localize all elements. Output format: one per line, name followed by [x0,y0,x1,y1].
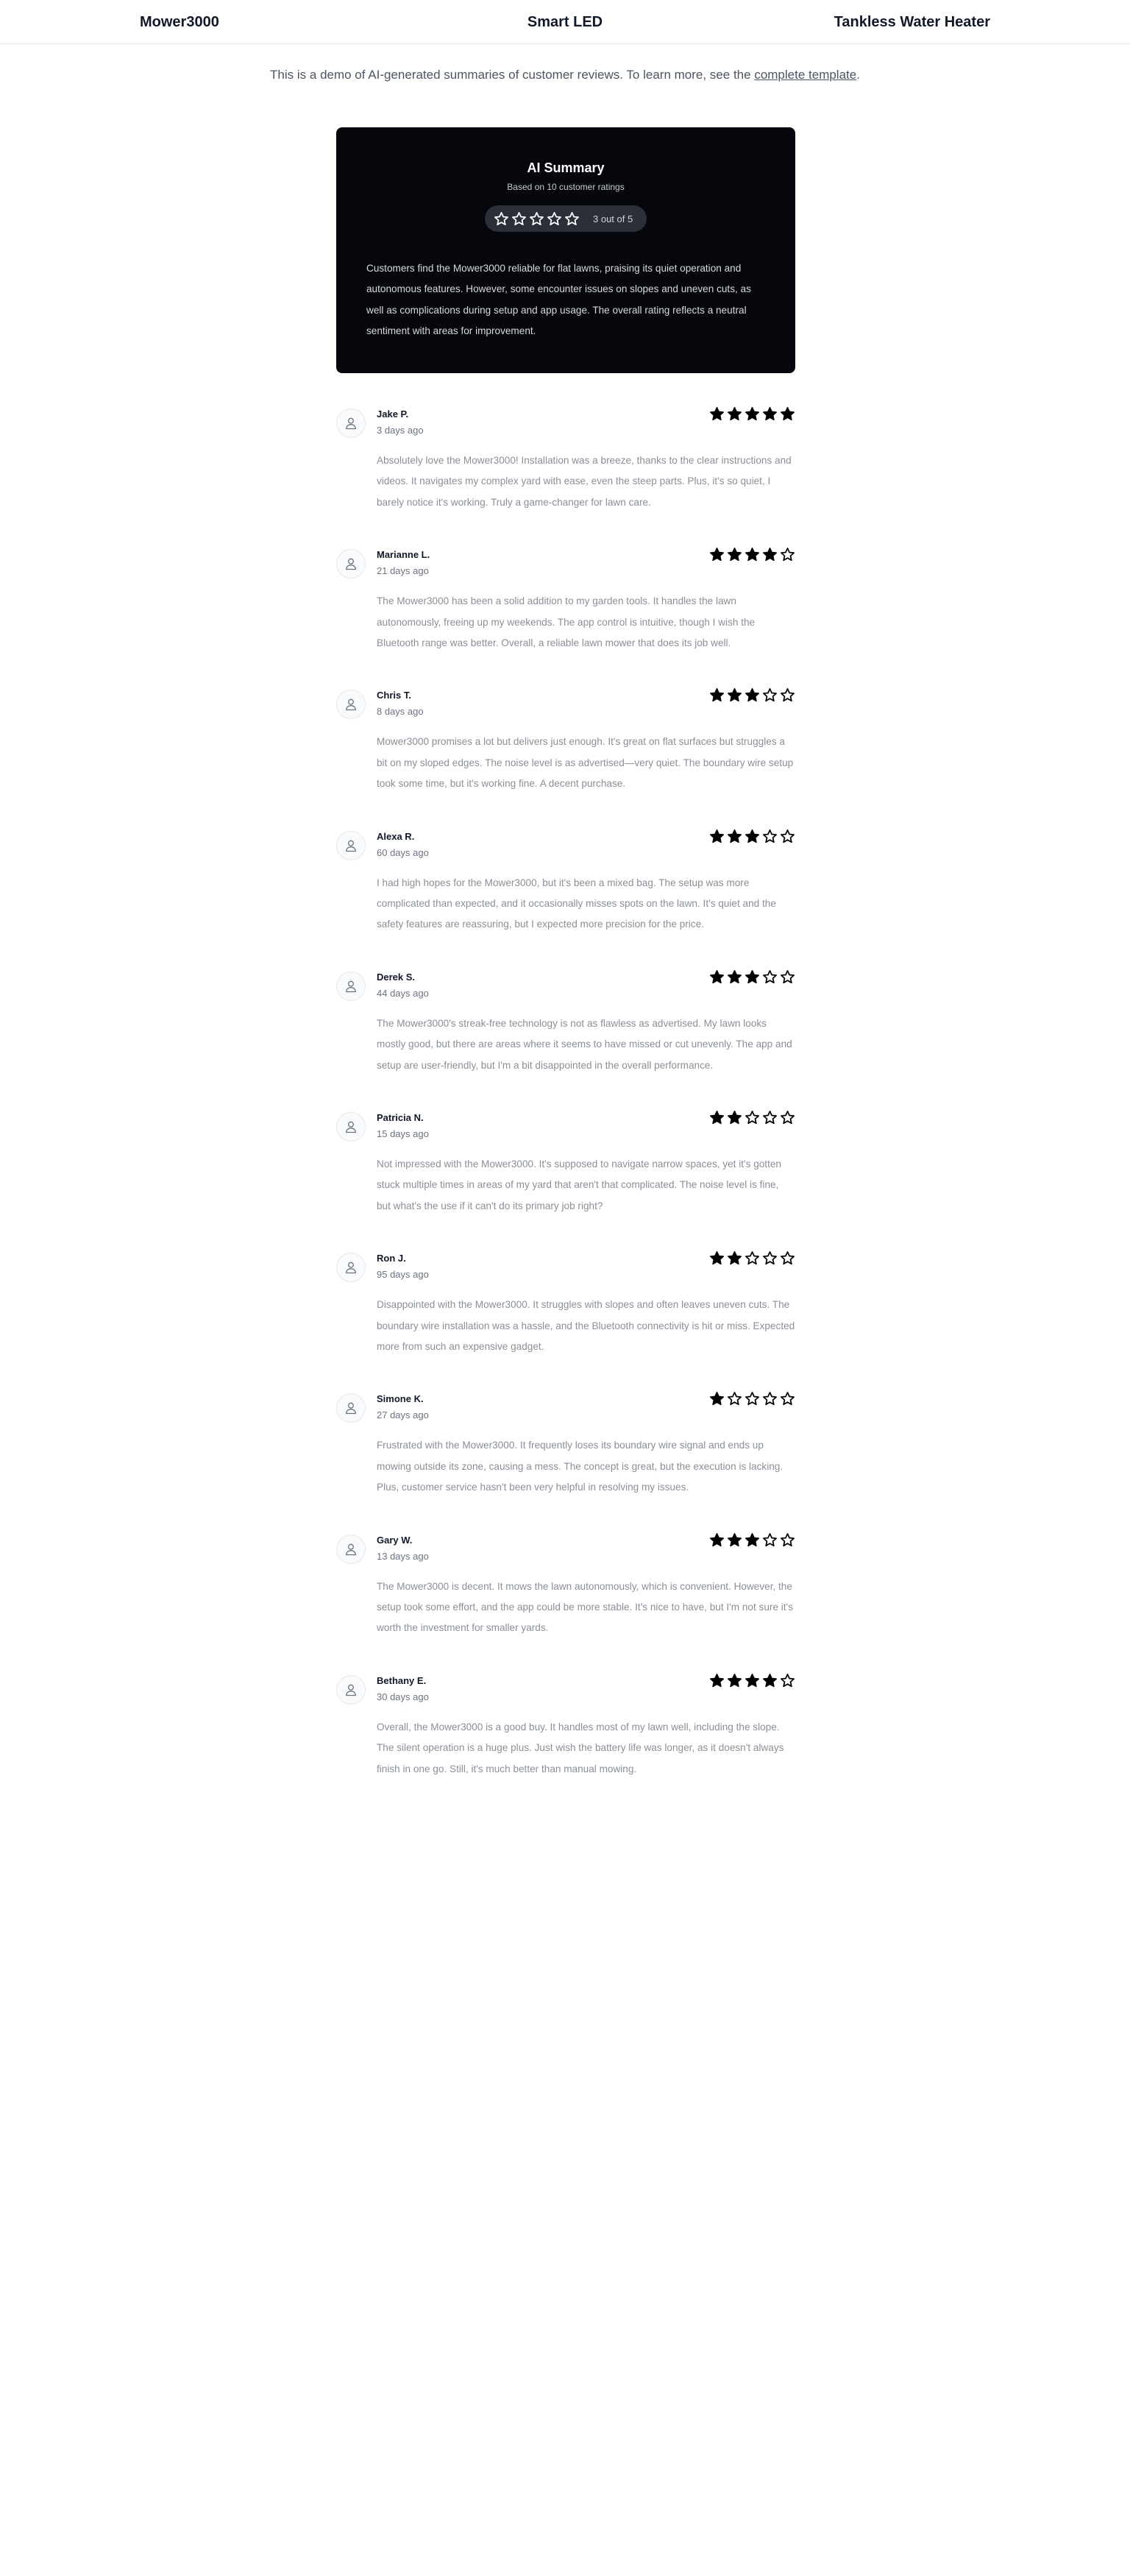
user-icon [344,1260,358,1275]
star-outline-icon [780,547,795,562]
star-filled-icon [709,547,725,562]
star-outline-icon [762,969,778,985]
star-filled-icon [762,406,778,422]
user-icon [344,697,358,712]
star-filled-icon [727,1673,742,1688]
review-text: Overall, the Mower3000 is a good buy. It handles most of my lawn well, including the slope. The silent operation is a huge plus. Just wish the battery life was longer, as it doesn't always finish in one go. Still, it's much better than manual mowing. [377,1721,784,1774]
user-icon [344,1542,358,1557]
star-filled-icon [709,1391,725,1406]
review-date: 60 days ago [377,846,429,858]
summary-title: AI Summary [527,160,605,175]
star-filled-icon [709,969,725,985]
star-filled-icon [727,687,742,703]
user-icon [344,1682,358,1697]
avatar [336,831,366,860]
star-filled-icon [745,406,760,422]
review-text: Not impressed with the Mower3000. It's supposed to navigate narrow spaces, yet it's gotten stuck multiple times in areas of my yard that aren't that complicated. The noise level is fine, but what's the use if it can't do its primary job right? [377,1158,781,1211]
star-outline-icon [762,1250,778,1266]
review-text: I had high hopes for the Mower3000, but it's been a mixed bag. The setup was more complicated than expected, and it occasionally misses spots on the lawn. It's quiet and the safety features are reassuring, but I expected more precision for the price. [377,877,776,930]
reviewer-name: Bethany E. [377,1674,427,1686]
tab-mower3000[interactable]: Mower3000 [140,14,219,30]
reviewer-name: Chris T. [377,690,411,701]
top-nav [0,0,1130,44]
user-icon [344,1119,358,1134]
avatar [336,1253,366,1282]
star-outline-icon [762,1110,778,1125]
reviewer-name: Marianne L. [377,549,430,561]
star-outline-icon [745,1391,760,1406]
star-outline-icon [745,1250,760,1266]
reviewer-name: Patricia N. [377,1112,424,1123]
star-outline-icon [780,829,795,844]
star-filled-icon [727,406,742,422]
star-filled-icon [745,547,760,562]
review-date: 21 days ago [377,565,429,577]
star-filled-icon [709,829,725,844]
review-star-rating [709,969,795,985]
review-date: 27 days ago [377,1409,429,1421]
avatar [336,1535,366,1564]
reviewer-name: Simone K. [377,1393,424,1405]
star-filled-icon [709,1110,725,1125]
summary-rating-badge [485,205,647,232]
star-filled-icon [780,406,795,422]
summary-subtitle: Based on 10 customer ratings [507,182,625,192]
reviewer-name: Ron J. [377,1253,406,1264]
star-filled-icon [709,1250,725,1266]
review-star-rating [709,1673,795,1688]
star-filled-icon [709,687,725,703]
star-outline-icon [727,1391,742,1406]
review-star-rating [709,829,795,844]
review-date: 30 days ago [377,1691,429,1702]
reviewer-name: Derek S. [377,971,416,983]
star-filled-icon [727,1532,742,1548]
avatar [336,1393,366,1423]
summary-star-rating [494,211,580,227]
review-date: 13 days ago [377,1550,429,1562]
review-date: 3 days ago [377,425,424,436]
review-star-rating [709,1391,795,1406]
star-filled-icon [762,547,778,562]
star-outline-icon [547,211,562,227]
user-icon [344,416,358,431]
star-outline-icon [780,1532,795,1548]
avatar [336,972,366,1001]
review-text: The Mower3000's streak-free technology is not as flawless as advertised. My lawn looks mostly good, but there are areas where it seems to have missed or cut unevenly. The app and setup are user-friendly, but I'm a bit disappointed in the overall performance. [377,1017,792,1071]
review-text: Frustrated with the Mower3000. It frequently loses its boundary wire signal and ends up mowing outside its zone, causing a mess. The concept is great, but the execution is lacking. Plus, customer service hasn't been very helpful in resolving my issues. [377,1440,783,1493]
star-outline-icon [511,211,527,227]
star-outline-icon [762,1532,778,1548]
review-text: Mower3000 promises a lot but delivers just enough. It's great on flat surfaces but struggles a bit on my sloped edges. The noise level is as advertised—very quiet. The boundary wire setup took some time, but it's working fine. A decent purchase. [377,736,794,790]
star-filled-icon [745,969,760,985]
intro-text [0,68,1130,82]
tab-smart-led[interactable]: Smart LED [527,14,603,30]
user-icon [344,979,358,994]
review-star-rating [709,1110,795,1125]
star-outline-icon [762,1391,778,1406]
star-outline-icon [780,969,795,985]
review-text: The Mower3000 has been a solid addition to my garden tools. It handles the lawn autonomously, freeing up my weekends. The app control is intuitive, though I wish the Bluetooth range was better. Overall, a reliable lawn mower that does its job well. [377,595,756,648]
star-filled-icon [762,1673,778,1688]
star-filled-icon [709,406,725,422]
star-outline-icon [762,687,778,703]
star-outline-icon [780,1110,795,1125]
star-filled-icon [727,969,742,985]
reviewer-name: Gary W. [377,1534,413,1546]
review-star-rating [709,687,795,703]
review-date: 8 days ago [377,706,424,718]
avatar [336,408,366,438]
review-text: Disappointed with the Mower3000. It struggles with slopes and often leaves uneven cuts. The boundary wire installation was a hassle, and the Bluetooth connectivity is hit or miss. Expected more from such an expensive gadget. [377,1299,795,1352]
star-outline-icon [780,687,795,703]
review-date: 44 days ago [377,987,429,999]
reviewer-name: Alexa R. [377,830,415,842]
intro-label: This is a demo of AI-generated summaries of customer reviews. To learn more, see the [270,68,755,82]
star-filled-icon [709,1532,725,1548]
review-star-rating [709,547,795,562]
star-outline-icon [564,211,580,227]
intro-suffix: . [856,68,860,82]
star-outline-icon [780,1673,795,1688]
avatar [336,1112,366,1142]
star-filled-icon [727,829,742,844]
summary-text: Customers find the Mower3000 reliable for flat lawns, praising its quiet operation and autonomous features. However, some encounter issues on slopes and uneven cuts, as well as complications during setup and app usage. The overall rating reflects a neutral sentiment with areas for improvement. [366,263,751,337]
star-outline-icon [780,1250,795,1266]
star-outline-icon [780,1391,795,1406]
review-date: 95 days ago [377,1269,429,1281]
review-star-rating [709,1532,795,1548]
review-star-rating [709,1250,795,1266]
star-outline-icon [494,211,509,227]
star-filled-icon [727,1110,742,1125]
tab-tankless-water-heater[interactable]: Tankless Water Heater [834,14,990,30]
complete-template-link[interactable]: complete template [754,68,857,82]
review-date: 15 days ago [377,1128,429,1139]
user-icon [344,556,358,571]
avatar [336,690,366,719]
summary-rating-text: 3 out of 5 [593,213,633,224]
star-filled-icon [745,1532,760,1548]
star-filled-icon [727,547,742,562]
review-text: The Mower3000 is decent. It mows the lawn autonomously, which is convenient. However, the setup took some effort, and the app could be more stable. It's nice to have, but I'm not sure it's worth the investment for smaller yards. [377,1580,793,1634]
star-outline-icon [745,1110,760,1125]
reviewer-name: Jake P. [377,408,409,420]
review-text: Absolutely love the Mower3000! Installation was a breeze, thanks to the clear instructions and videos. It navigates my complex yard with ease, even the steep parts. Plus, it's so quiet, I barely notice it's working. Truly a game-changer for lawn care. [377,455,792,508]
user-icon [344,1401,358,1415]
review-star-rating [709,406,795,422]
star-outline-icon [529,211,544,227]
user-icon [344,838,358,853]
star-filled-icon [745,1673,760,1688]
star-filled-icon [745,829,760,844]
star-filled-icon [709,1673,725,1688]
star-filled-icon [745,687,760,703]
avatar [336,1675,366,1705]
avatar [336,549,366,578]
ai-summary-card [336,127,795,373]
star-outline-icon [762,829,778,844]
star-filled-icon [727,1250,742,1266]
